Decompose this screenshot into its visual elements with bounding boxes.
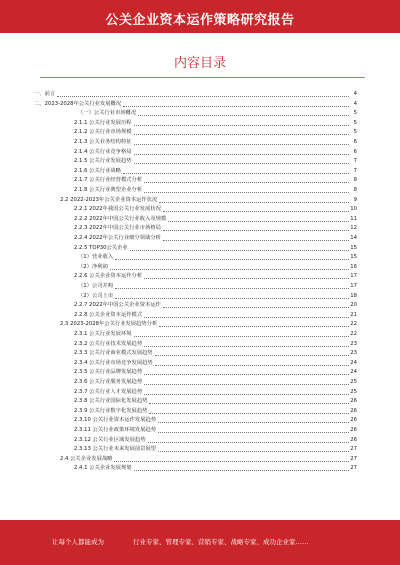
toc-entry-page: 5 (353, 110, 357, 117)
toc-entry-label: 2.1.6 公关行业战略 (74, 167, 121, 174)
toc-leader-dots (134, 138, 349, 145)
toc-leader-dots (134, 157, 349, 164)
toc-entry-label: 2.1.2 公关行业市场规模 (74, 129, 132, 136)
toc-entry-page: 8 (353, 177, 357, 184)
toc-entry[interactable] (0, 436, 400, 445)
toc-entry[interactable] (0, 244, 400, 253)
toc-leader-dots (134, 464, 349, 471)
toc-entry-label: 二、2023-2028年公关行业发展概况 (34, 100, 122, 107)
toc-leader-dots (134, 119, 349, 126)
toc-entry-page: 27 (350, 446, 357, 453)
toc-entry-label: 2.3.6 公关行业服务发展趋势 (74, 379, 143, 385)
toc-entry-label: 2.3.13 公关行业未来发展前景展望 (74, 446, 157, 453)
toc-entry-page: 22 (350, 331, 357, 337)
toc-entry-label: 2.2.6 公关企业资本运作分析 (74, 273, 143, 280)
toc-entry[interactable] (0, 138, 400, 147)
header-bar (0, 0, 400, 33)
toc-entry[interactable] (0, 388, 400, 397)
toc-entry-page: 23 (350, 340, 357, 347)
toc-entry[interactable] (0, 109, 400, 118)
toc-entry-label: （2）公司上市 (78, 292, 114, 299)
toc-entry[interactable] (0, 215, 400, 224)
toc-leader-dots (144, 388, 349, 395)
toc-entry-label: 2.2.7 2022年中国公关企业资本运作 (74, 302, 161, 309)
toc-entry-page: 10 (350, 206, 357, 213)
toc-entry[interactable] (0, 157, 400, 166)
toc-entry[interactable] (0, 455, 400, 464)
toc-entry[interactable] (0, 234, 400, 243)
toc-entry-page: 22 (350, 321, 357, 328)
toc-entry[interactable] (0, 148, 400, 157)
toc-entry-label: （1）营业收入 (78, 254, 114, 261)
toc-entry[interactable] (0, 263, 400, 272)
toc-leader-dots (123, 100, 349, 107)
toc-entry-label: 2.3 2023-2028年公关行业发展趋势分析 (60, 321, 158, 328)
toc-entry-page: 17 (350, 283, 357, 289)
toc-entry[interactable] (0, 167, 400, 176)
toc-leader-dots (144, 378, 349, 385)
toc-entry-page: 26 (350, 398, 357, 405)
toc-leader-dots (144, 176, 349, 183)
toc-entry-label: 2.1.5 公关行业发展趋势 (74, 158, 132, 165)
toc-entry-page: 17 (350, 273, 357, 280)
toc-entry-page: 9 (353, 196, 357, 203)
toc-entry-page: 26 (350, 407, 357, 414)
toc-entry[interactable] (0, 176, 400, 185)
toc-entry-label: 2.4.1 公关企业发展规划 (74, 465, 132, 472)
toc-leader-dots (163, 301, 349, 308)
toc-entry-page: 6 (353, 139, 357, 145)
toc-entry-page: 5 (353, 129, 357, 136)
toc-entry-page: 6 (353, 148, 357, 155)
toc-entry-page: 5 (353, 119, 357, 126)
toc-entry[interactable] (0, 445, 400, 454)
toc-entry-label: 2.2.2 2022年中国公关行业收入及规模 (74, 215, 167, 222)
toc-leader-dots (155, 359, 349, 366)
toc-leader-dots (149, 407, 349, 414)
toc-entry[interactable] (0, 186, 400, 195)
toc-entry-label: 2.2 2022-2023年公关企业资本运作状况 (60, 196, 158, 203)
toc-leader-dots (159, 320, 349, 327)
toc-entry-label: 2.2.4 2022年公关行业细分领域分析 (74, 235, 161, 241)
toc-entry-label: 2.3.12 公关行业区域发展趋势 (74, 436, 146, 443)
toc-leader-dots (144, 368, 349, 375)
toc-entry-label: 2.1.7 公关行业经营模式分析 (74, 177, 143, 184)
footer-bar (0, 520, 400, 565)
toc-entry-label: 2.3.5 公关行业品牌发展趋势 (74, 369, 143, 376)
toc-entry[interactable] (0, 464, 400, 473)
report-title: 公关企业资本运作策略研究报告 (105, 13, 295, 28)
toc-leader-dots (115, 253, 349, 260)
toc-entry-page: 12 (350, 225, 357, 232)
toc-entry[interactable] (0, 378, 400, 387)
toc-leader-dots (163, 234, 349, 241)
toc-leader-dots (163, 205, 349, 212)
toc-entry[interactable] (0, 119, 400, 128)
toc-leader-dots (134, 148, 349, 155)
toc-entry[interactable] (0, 359, 400, 368)
toc-entry-page: 21 (350, 311, 357, 318)
toc-leader-dots (144, 340, 349, 347)
toc-entry-page: 18 (350, 292, 357, 299)
toc-entry[interactable] (0, 224, 400, 233)
toc-entry-page: 23 (350, 350, 357, 357)
toc-entry[interactable] (0, 311, 400, 320)
toc-leader-dots (144, 311, 349, 318)
toc-leader-dots (114, 455, 349, 462)
toc-entry-label: 2.3.8 公关行业国际化发展趋势 (74, 398, 148, 405)
toc-entry-label: 2.4 公关企业发展战略 (60, 455, 113, 462)
toc-leader-dots (158, 426, 349, 433)
toc-leader-dots (149, 397, 349, 404)
toc-entry-label: 2.3.4 公关行业市场竞争发展趋势 (74, 359, 153, 366)
toc-leader-dots (110, 263, 349, 270)
toc-entry-label: 2.2.8 公关企业资本运作模式 (74, 311, 143, 318)
toc-leader-dots (115, 282, 349, 289)
toc-leader-dots (144, 272, 349, 279)
footer-slogan: 让每个人都能成为 (52, 538, 104, 546)
toc-entry[interactable] (0, 196, 400, 205)
toc-entry-page: 15 (350, 244, 357, 251)
toc-leader-dots (130, 244, 349, 251)
toc-entry[interactable] (0, 253, 400, 262)
toc-entry-label: 2.3.9 公关行业数字化发展趋势 (74, 407, 148, 414)
toc-entry-page: 27 (350, 455, 357, 462)
toc-leader-dots (57, 90, 349, 97)
toc-entry-label: （一）公关行业市场概况 (78, 110, 137, 117)
toc-leader-dots (123, 167, 349, 174)
toc-entry-page: 15 (350, 254, 357, 261)
toc-entry[interactable] (0, 416, 400, 425)
toc-entry-label: 2.2.5 TOP30公关企业 (74, 244, 128, 251)
toc-leader-dots (163, 224, 349, 231)
toc-leader-dots (134, 128, 349, 135)
toc-entry[interactable] (0, 301, 400, 310)
toc-leader-dots (158, 416, 349, 423)
toc-entry[interactable] (0, 368, 400, 377)
toc-entry-label: 2.1.3 公关业务结构特征 (74, 139, 132, 145)
toc-entry-label: 2.3.7 公关行业人才发展趋势 (74, 388, 143, 395)
toc-entry[interactable] (0, 292, 400, 301)
toc-leader-dots (155, 349, 349, 356)
toc-entry-label: （2）净利润 (78, 263, 108, 270)
toc-entry-label: （1）公司并购 (78, 283, 114, 289)
toc-entry-page: 4 (353, 100, 357, 107)
toc-entry-label: 2.2.3 2022年中国公关行业市场格局 (74, 225, 161, 232)
toc-entry-label: 2.1.8 公关行业典型企业分析 (74, 187, 143, 193)
footer-slogan-roles: 行业专家、管理专家、营销专家、战略专家、成功企业家…… (133, 538, 309, 546)
toc-entry-page: 14 (350, 235, 357, 241)
toc-entry[interactable] (0, 349, 400, 358)
toc-entry[interactable] (0, 205, 400, 214)
toc-entry-page: 26 (350, 427, 357, 433)
toc-entry[interactable] (0, 340, 400, 349)
toc-leader-dots (158, 445, 349, 452)
toc-entry[interactable] (0, 320, 400, 329)
toc-entry[interactable] (0, 426, 400, 435)
toc-leader-dots (159, 196, 349, 203)
toc-entry[interactable] (0, 90, 400, 99)
toc-leader-dots (148, 436, 349, 443)
toc-entry-label: 2.3.11 公关行业政策环境发展趋势 (74, 427, 157, 433)
toc-entry[interactable] (0, 100, 400, 109)
toc-entry-label: 2.3.10 公关行业资本运作发展趋势 (74, 417, 157, 424)
toc-entry-label: 一、前言 (34, 91, 56, 97)
toc-entry-page: 26 (350, 417, 357, 424)
toc-leader-dots (144, 186, 349, 193)
toc-entry-label: 2.2.1 2022年我国公关行业发展状况 (74, 206, 161, 213)
toc-entry-page: 7 (353, 167, 357, 174)
toc-entry[interactable] (0, 282, 400, 291)
toc-entry[interactable] (0, 330, 400, 339)
toc-entry-page: 26 (350, 436, 357, 443)
toc-entry-label: 2.3.2 公关行业技术发展趋势 (74, 340, 143, 347)
toc-leader-dots (138, 109, 349, 116)
toc-entry-label: 2.1.4 公关行业竞争格局 (74, 148, 132, 155)
toc-entry[interactable] (0, 128, 400, 137)
toc-entry-page: 24 (350, 359, 357, 366)
toc-entry-page: 24 (350, 369, 357, 376)
toc-entry[interactable] (0, 397, 400, 406)
toc-entry[interactable] (0, 407, 400, 416)
toc-leader-dots (134, 330, 349, 337)
toc-leader-dots (115, 292, 349, 299)
toc-entry-page: 25 (350, 379, 357, 385)
toc-entry-page: 4 (353, 91, 357, 97)
toc-entry-page: 27 (350, 465, 357, 472)
toc-entry-page: 8 (353, 187, 357, 193)
toc-heading-rule (40, 77, 365, 78)
toc-entry-label: 2.3.1 公关行业发展环境 (74, 331, 132, 337)
toc-entry-label: 2.3.3 公关行业商业模式发展趋势 (74, 350, 153, 357)
toc-entry-page: 16 (350, 263, 357, 270)
toc-entry[interactable] (0, 272, 400, 281)
toc-leader-dots (168, 215, 349, 222)
toc-heading: 内容目录 (173, 56, 226, 71)
toc-entry-page: 7 (353, 158, 357, 165)
toc-entry-page: 11 (350, 215, 357, 222)
toc-entry-page: 25 (350, 388, 357, 395)
toc-entry-page: 20 (350, 302, 357, 309)
toc-entry-label: 2.1.1 公关行业发展历程 (74, 119, 132, 126)
